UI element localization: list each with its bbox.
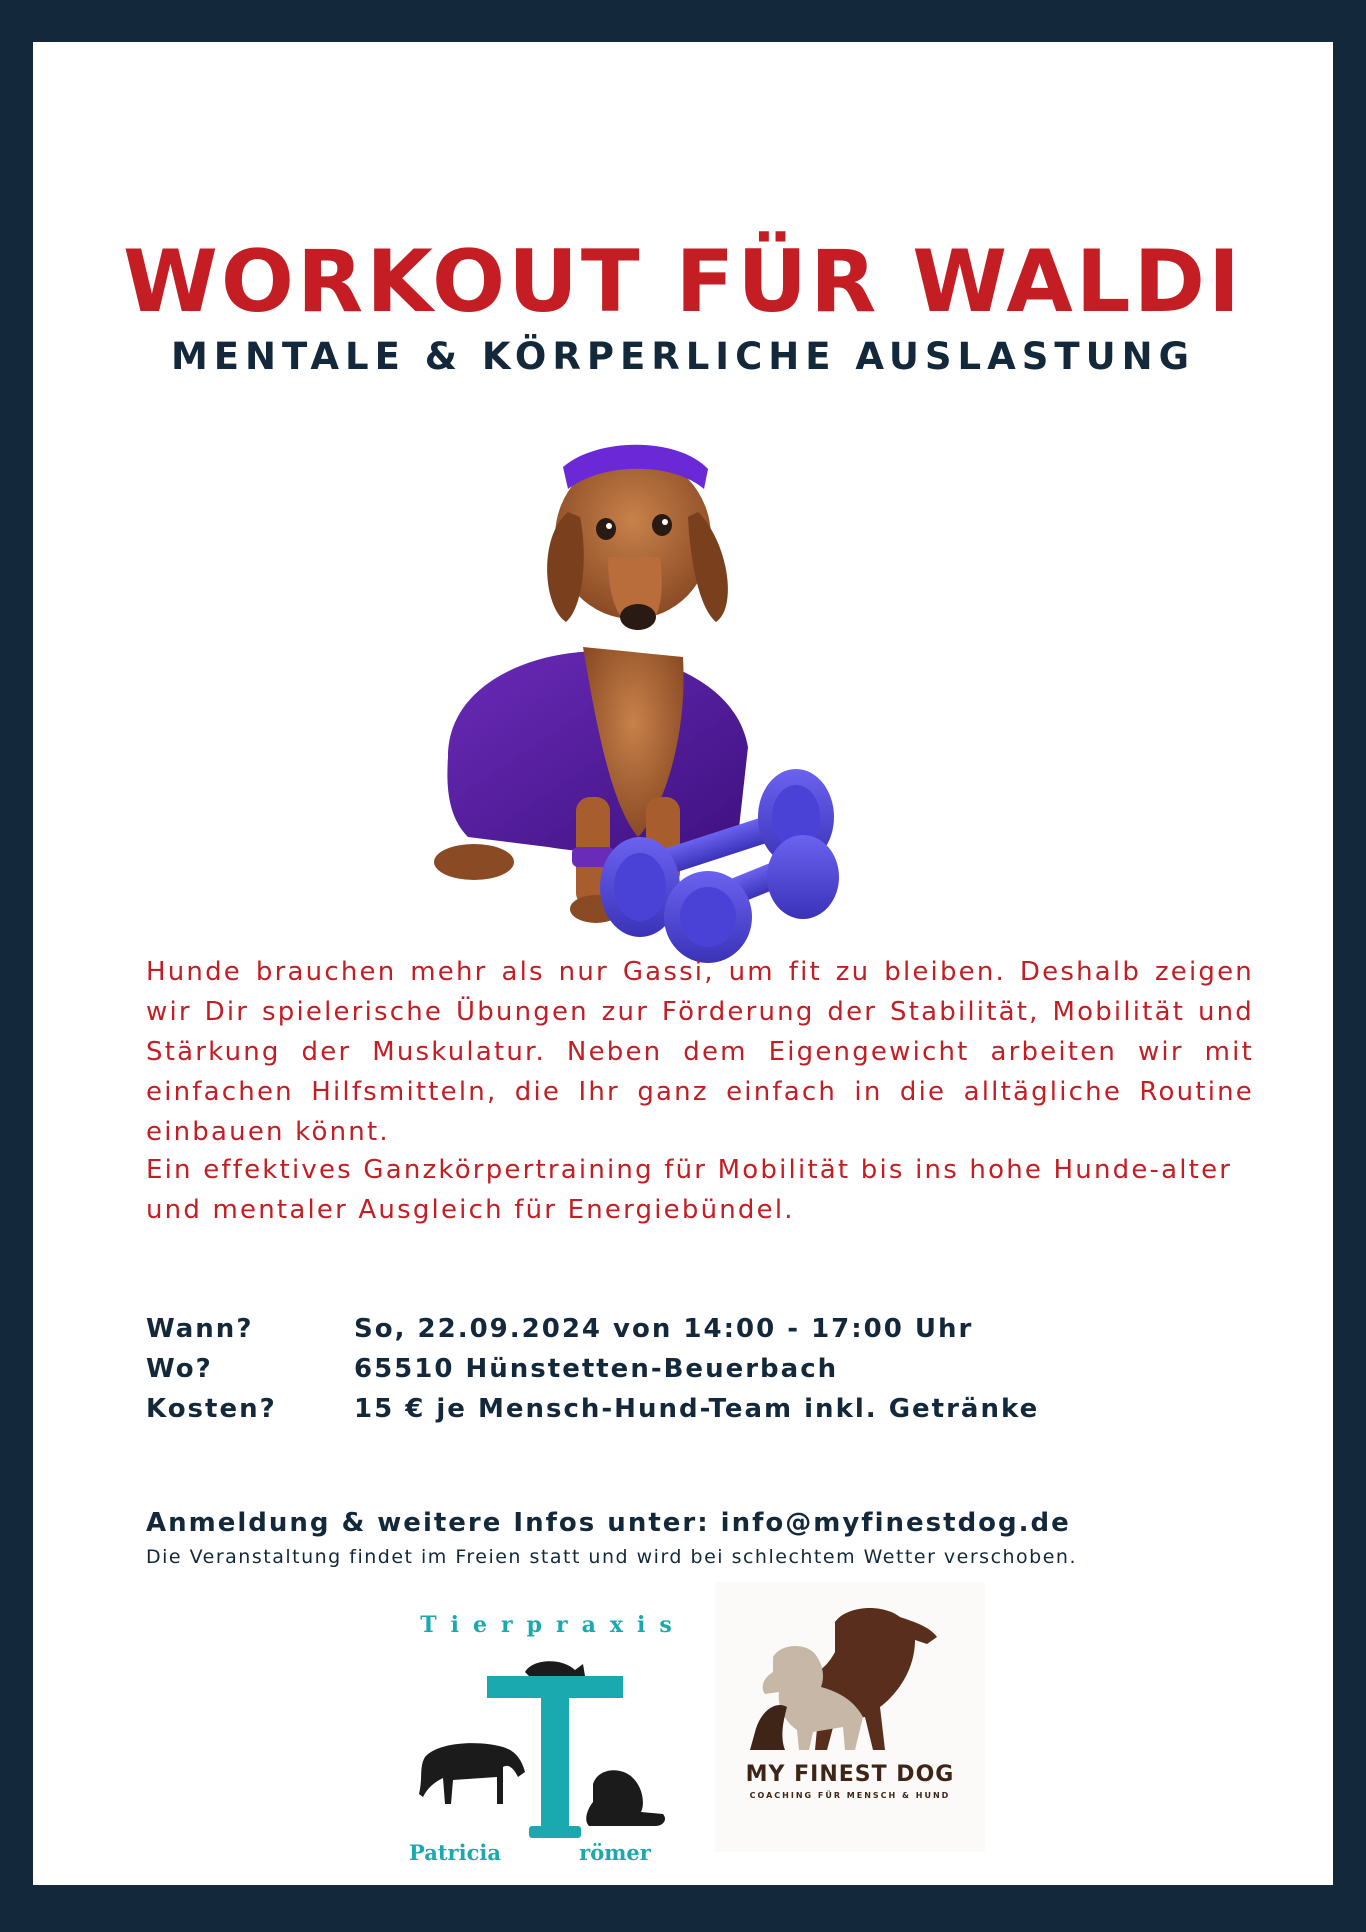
tierpraxis-initial: T bbox=[550, 1829, 556, 1836]
detail-row-cost bbox=[146, 1389, 1246, 1429]
myfinestdog-tagline: COACHING FÜR MENSCH & HUND bbox=[749, 1791, 951, 1800]
flyer-title: WORKOUT FÜR WALDI bbox=[123, 232, 1243, 332]
flyer-subtitle: MENTALE & KÖRPERLICHE AUSLASTUNG bbox=[170, 335, 1196, 378]
intro-paragraph: Hunde brauchen mehr als nur Gassi, um fit zu bleiben. Deshalb zeigen wir Dir spielerische Übungen zur Förderung der Stabilität, Mobilität und Stärkung der Muskulatur. Neben dem Eigengewicht arbeiten wir mit einfachen Hilfsmitteln, die Ihr ganz einfach in die alltägliche Routine einbauen könnt. bbox=[146, 957, 1254, 1147]
flyer-page bbox=[33, 42, 1333, 1885]
detail-label: Wann? bbox=[146, 1314, 254, 1344]
myfinestdog-name: MY FINEST DOG bbox=[745, 1762, 955, 1787]
event-details bbox=[146, 1309, 1246, 1429]
myfinestdog-logo bbox=[715, 1582, 985, 1852]
tierpraxis-last-name: römer bbox=[579, 1840, 651, 1865]
detail-value: 65510 Hünstetten-Beuerbach bbox=[354, 1354, 839, 1384]
detail-value: 15 € je Mensch-Hund-Team inkl. Getränke bbox=[354, 1394, 1040, 1424]
tierpraxis-first-name: Patricia bbox=[409, 1840, 501, 1865]
detail-value: So, 22.09.2024 von 14:00 - 17:00 Uhr bbox=[354, 1314, 974, 1344]
dogs-silhouette-icon bbox=[715, 1582, 985, 1762]
dachshund-with-dumbbells-image bbox=[408, 417, 886, 967]
detail-label: Kosten? bbox=[146, 1394, 277, 1424]
detail-label: Wo? bbox=[146, 1354, 213, 1384]
detail-row-when bbox=[146, 1309, 1246, 1349]
tierpraxis-logo bbox=[393, 1572, 713, 1872]
weather-note: Die Veranstaltung findet im Freien statt und wird bei schlechtem Wetter verschoben. bbox=[146, 1546, 1078, 1568]
tierpraxis-arc-text: Tierpraxis bbox=[420, 1612, 686, 1638]
benefit-paragraph: Ein effektives Ganzkörpertraining für Mobilität bis ins hohe Hunde-alter und mentaler Ausgleich für Energiebündel. bbox=[146, 1155, 1233, 1225]
detail-row-where bbox=[146, 1349, 1246, 1389]
registration-contact: Anmeldung & weitere Infos unter: info@myfinestdog.de bbox=[146, 1508, 1071, 1538]
